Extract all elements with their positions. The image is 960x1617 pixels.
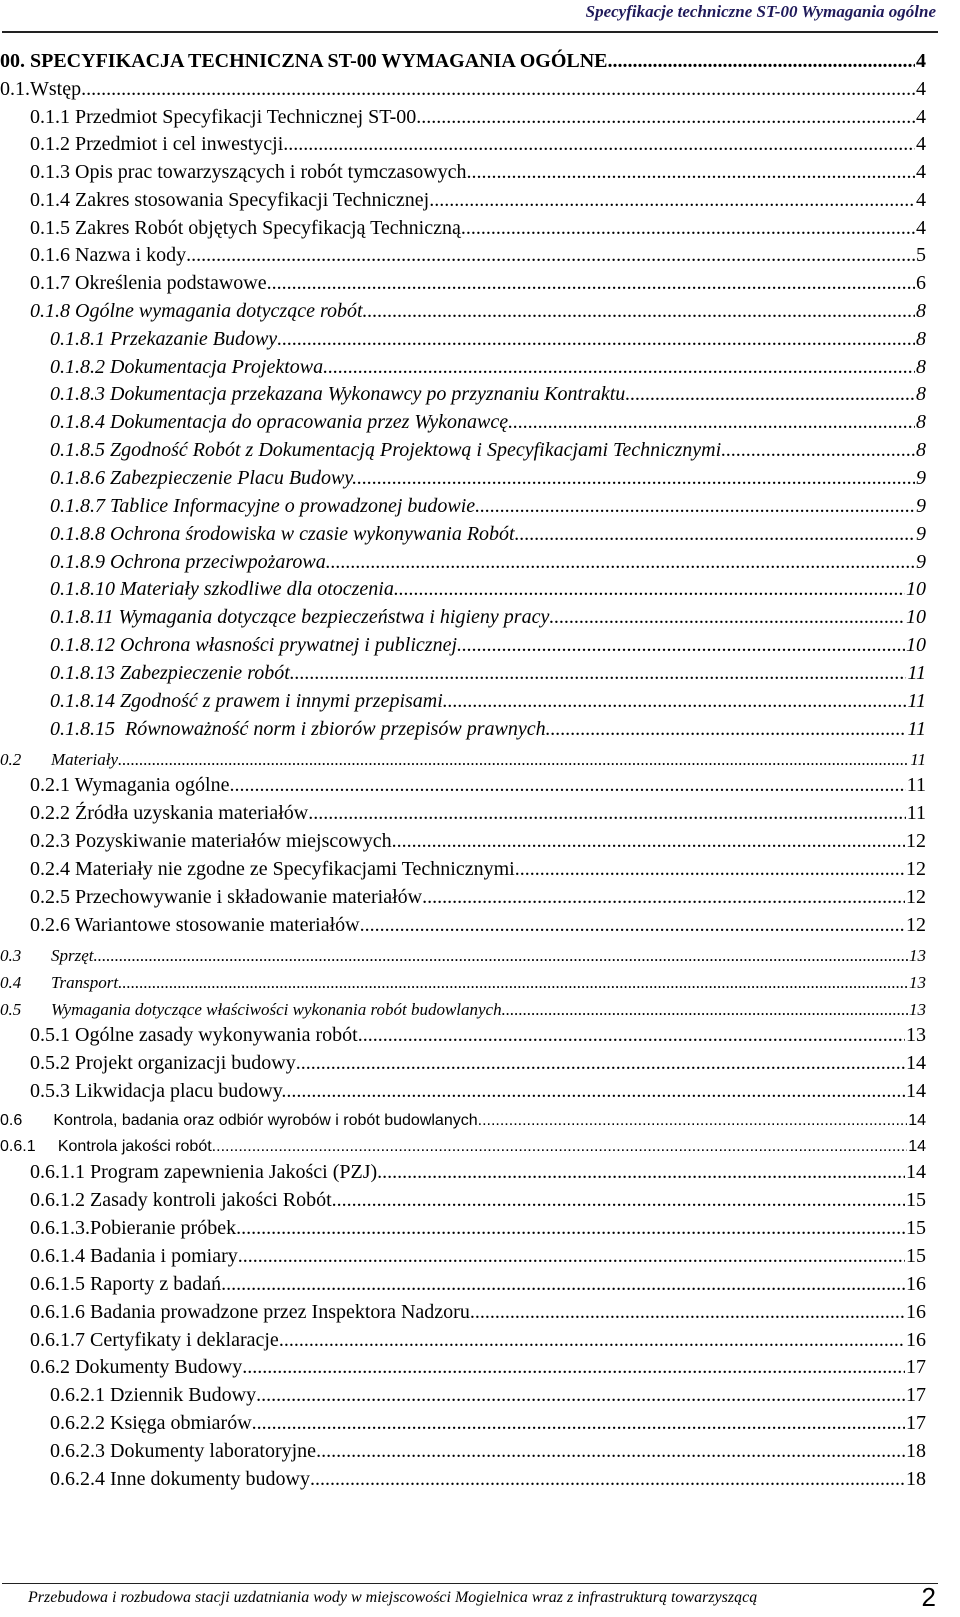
toc-entry-page: 11: [910, 750, 926, 769]
toc-entry-page: 17: [906, 1356, 926, 1378]
toc-entry[interactable]: [30, 1215, 926, 1242]
toc-entry-page: 13: [909, 1000, 926, 1019]
toc-entry-title: 0.2.3 Pozyskiwanie materiałów miejscowych: [30, 830, 392, 852]
toc-entry-title: 0.6.1.7 Certyfikaty i deklaracje: [30, 1329, 279, 1351]
toc-leader-dots: [394, 576, 905, 603]
toc-leader-dots: [310, 1466, 905, 1493]
toc-entry-title: 0.5.3 Likwidacja placu budowy.: [30, 1080, 287, 1102]
toc-leader-dots: [283, 131, 915, 158]
toc-entry[interactable]: [50, 437, 926, 464]
toc-entry[interactable]: [50, 604, 926, 631]
toc-entry-page: 11: [906, 774, 926, 796]
toc-entry-title: 0.1.8.7 Tablice Informacyjne o prowadzonej budowie: [50, 495, 476, 517]
toc-leader-dots: [515, 856, 905, 883]
toc-entry-title: 0.5.1 Ogólne zasady wykonywania robót: [30, 1024, 358, 1046]
toc-entry-page: 4: [916, 161, 926, 183]
toc-leader-dots: [326, 549, 915, 576]
toc-entry[interactable]: [0, 76, 926, 103]
toc-entry-page: 13: [909, 946, 926, 965]
toc-entry-page: 8: [916, 411, 926, 433]
toc-leader-dots: [323, 354, 915, 381]
toc-entry[interactable]: [30, 1022, 926, 1049]
toc-leader-dots: [515, 521, 915, 548]
toc-entry-page: 14: [906, 1080, 926, 1102]
toc-leader-dots: [546, 716, 907, 743]
toc-entry-title: 0.1.Wstęp.: [0, 78, 87, 100]
toc-entry[interactable]: [30, 1354, 926, 1381]
toc-entry-title: 0.2.6 Wariantowe stosowanie materiałów: [30, 914, 360, 936]
toc-entry-title: 0.5.2 Projekt organizacji budowy: [30, 1052, 296, 1074]
toc-entry-title: 0.6.2 Dokumenty Budowy: [30, 1356, 243, 1378]
toc-entry-page: 14: [908, 1112, 926, 1129]
toc-leader-dots: [608, 48, 915, 75]
toc-entry-page: 5: [916, 244, 926, 266]
running-footer: Przebudowa i rozbudowa stacji uzdatniania wody w miejscowości Mogielnica wraz z infrastrukturą towarzyszącą: [28, 1589, 758, 1606]
toc-entry[interactable]: [30, 912, 926, 939]
toc-entry-page: 12: [906, 914, 926, 936]
toc-entry-title: 0.2.4 Materiały nie zgodne ze Specyfikacjami Technicznymi: [30, 858, 515, 880]
toc-entry-title: 0.1.2 Przedmiot i cel inwestycji: [30, 133, 284, 155]
toc-leader-dots: [296, 1050, 905, 1077]
toc-leader-dots: [86, 76, 915, 103]
toc-leader-dots: [443, 688, 907, 715]
toc-entry[interactable]: [30, 187, 926, 214]
toc-entry[interactable]: [50, 409, 926, 436]
toc-entry[interactable]: [30, 159, 926, 186]
toc-entry-page: 14: [908, 1138, 926, 1155]
toc-entry-title: 0.1.8 Ogólne wymagania dotyczące robót: [30, 300, 363, 322]
header-rule: [2, 31, 938, 33]
toc-leader-dots: [434, 187, 915, 214]
toc-entry-title: 0.2.5 Przechowywanie i składowanie materiałów: [30, 886, 423, 908]
toc-entry[interactable]: [50, 465, 926, 492]
toc-leader-dots: [470, 1299, 905, 1326]
toc-entry-page: 11: [906, 802, 926, 824]
toc-entry-page: 4: [916, 50, 926, 72]
toc-entry-page: 4: [916, 217, 926, 239]
toc-entry-page: 12: [906, 858, 926, 880]
toc-entry[interactable]: [30, 270, 926, 297]
toc-entry-title: 0.6.2.4 Inne dokumenty budowy: [50, 1468, 310, 1490]
toc-entry-title: 0.3 Sprzęt: [0, 946, 94, 965]
toc-entry-page: 8: [916, 328, 926, 350]
toc-entry[interactable]: [30, 1159, 926, 1186]
toc-entry[interactable]: [30, 828, 926, 855]
toc-leader-dots: [422, 884, 905, 911]
toc-entry[interactable]: [0, 746, 926, 773]
toc-entry-title: 0.1.8.3 Dokumentacja przekazana Wykonawcy po przyznaniu Kontraktu: [50, 383, 626, 405]
toc-entry[interactable]: [30, 800, 926, 827]
toc-entry[interactable]: [30, 1271, 926, 1298]
toc-entry-page: 8: [916, 383, 926, 405]
toc-leader-dots: [549, 604, 905, 631]
toc-entry[interactable]: [50, 354, 926, 381]
toc-leader-dots: [316, 1438, 905, 1465]
toc-entry-title: 0.1.4 Zakres stosowania Specyfikacji Technicznej.: [30, 189, 435, 211]
toc-entry[interactable]: [0, 969, 926, 996]
toc-entry[interactable]: [30, 1327, 926, 1354]
toc-entry-title: 0.1.8.14 Zgodność z prawem i innymi przepisami: [50, 690, 443, 712]
toc-leader-dots: [357, 465, 915, 492]
toc-leader-dots: [286, 1078, 905, 1105]
toc-entry-page: 13: [906, 1024, 926, 1046]
toc-entry-title: 0.1.8.11 Wymagania dotyczące bezpieczeństwa i higieny pracy: [50, 606, 550, 628]
toc-leader-dots: [416, 104, 915, 131]
toc-entry[interactable]: [50, 632, 926, 659]
toc-entry-page: 8: [916, 356, 926, 378]
toc-entry-page: 17: [906, 1412, 926, 1434]
toc-leader-dots: [267, 270, 915, 297]
toc-entry-title: 0.6.1.1 Program zapewnienia Jakości (PZJ): [30, 1161, 378, 1183]
toc-leader-dots: [478, 1107, 908, 1134]
toc-entry-title: 0.1.1 Przedmiot Specyfikacji Technicznej ST-00: [30, 106, 417, 128]
toc-entry-page: 9: [916, 495, 926, 517]
toc-entry-title: 0.6.1.3.Pobieranie próbek.: [30, 1217, 242, 1239]
toc-entry-page: 14: [906, 1052, 926, 1074]
toc-entry-page: 17: [906, 1384, 926, 1406]
toc-leader-dots: [118, 746, 909, 773]
page-number: 2: [921, 1582, 936, 1612]
toc-leader-dots: [186, 242, 915, 269]
toc-entry-page: 4: [916, 78, 926, 100]
toc-entry[interactable]: [50, 326, 926, 353]
toc-entry-title: 0.6.2.1 Dziennik Budowy: [50, 1384, 257, 1406]
toc-entry-page: 9: [916, 467, 926, 489]
running-header: Specyfikacje techniczne ST-00 Wymagania ogólne: [585, 2, 936, 21]
toc-leader-dots: [721, 437, 915, 464]
toc-leader-dots: [118, 969, 908, 996]
toc-entry-title: 0.1.8.1 Przekazanie Budowy: [50, 328, 278, 350]
toc-entry-page: 16: [906, 1273, 926, 1295]
toc-leader-dots: [360, 912, 905, 939]
toc-entry[interactable]: [30, 1187, 926, 1214]
toc-entry-page: 16: [906, 1329, 926, 1351]
toc-entry-title: 0.6.1.2 Zasady kontroli jakości Robót: [30, 1189, 332, 1211]
toc-entry-title: 0.6.1.5 Raporty z badań: [30, 1273, 222, 1295]
toc-entry-page: 18: [906, 1468, 926, 1490]
toc-entry[interactable]: [50, 660, 926, 687]
toc-entry[interactable]: [30, 242, 926, 269]
toc-entry-title: 0.1.8.12 Ochrona własności prywatnej i publicznej: [50, 634, 458, 656]
toc-leader-dots: [466, 215, 915, 242]
toc-leader-dots: [94, 942, 909, 969]
toc-entry[interactable]: [30, 298, 926, 325]
toc-entry-page: 16: [906, 1301, 926, 1323]
toc-entry-page: 8: [916, 439, 926, 461]
toc-entry-page: 15: [906, 1217, 926, 1239]
toc-leader-dots: [457, 632, 905, 659]
toc-entry-page: 10: [906, 634, 926, 656]
toc-entry[interactable]: [30, 1243, 926, 1270]
toc-entry-title: 0.1.7 Określenia podstawowe: [30, 272, 267, 294]
toc-leader-dots: [242, 1354, 905, 1381]
toc-entry-title: 0.1.6 Nazwa i kody: [30, 244, 187, 266]
toc-entry[interactable]: [30, 104, 926, 131]
toc-entry[interactable]: [0, 1133, 926, 1160]
toc-leader-dots: [363, 298, 915, 325]
toc-entry[interactable]: [30, 1050, 926, 1077]
toc-entry[interactable]: [30, 1078, 926, 1105]
toc-leader-dots: [377, 1159, 905, 1186]
toc-leader-dots: [241, 1215, 905, 1242]
toc-entry-title: 0.1.3 Opis prac towarzyszących i robót tymczasowych: [30, 161, 467, 183]
toc-leader-dots: [625, 381, 915, 408]
toc-entry-title: 0.1.8.13 Zabezpieczenie robót: [50, 662, 290, 684]
toc-entry-page: 12: [906, 886, 926, 908]
toc-entry-title: 0.1.8.2 Dokumentacja Projektowa: [50, 356, 324, 378]
toc-entry-page: 9: [916, 551, 926, 573]
toc-entry-title: 0.1.8.6 Zabezpieczenie Placu Budowy.: [50, 467, 358, 489]
toc-leader-dots: [508, 409, 915, 436]
toc-entry-title: 0.6.2.3 Dokumenty laboratoryjne: [50, 1440, 317, 1462]
toc-entry[interactable]: [50, 381, 926, 408]
toc-leader-dots: [358, 1022, 905, 1049]
toc-entry[interactable]: [0, 942, 926, 969]
toc-entry-page: 4: [916, 106, 926, 128]
toc-leader-dots: [392, 828, 905, 855]
toc-entry-page: 14: [906, 1161, 926, 1183]
toc-entry-page: 11: [907, 718, 926, 740]
toc-entry[interactable]: [50, 576, 926, 603]
toc-leader-dots: [467, 159, 915, 186]
toc-entry-page: 15: [906, 1189, 926, 1211]
toc-entry-page: 11: [907, 690, 926, 712]
toc-entry-page: 10: [906, 606, 926, 628]
toc-entry-title: 0.6 Kontrola, badania oraz odbiór wyrobów i robót budowlanych: [0, 1112, 478, 1129]
toc-entry-title: 0.2 Materiały: [0, 750, 119, 769]
toc-leader-dots: [277, 326, 915, 353]
toc-leader-dots: [308, 800, 905, 827]
toc-leader-dots: [221, 1271, 905, 1298]
toc-entry[interactable]: [50, 1410, 926, 1437]
toc-entry-page: 8: [916, 300, 926, 322]
toc-entry-page: 11: [907, 662, 926, 684]
toc-entry[interactable]: [50, 1438, 926, 1465]
toc-entry[interactable]: [30, 772, 926, 799]
toc-entry-page: 9: [916, 523, 926, 545]
toc-entry-page: 18: [906, 1440, 926, 1462]
toc-entry-title: 0.6.1 Kontrola jakości robót.: [0, 1138, 217, 1155]
toc-entry-title: 0.1.8.5 Zgodność Robót z Dokumentacją Projektową i Specyfikacjami Technicznymi: [50, 439, 722, 461]
toc-leader-dots: [230, 772, 906, 799]
toc-entry[interactable]: [30, 884, 926, 911]
toc-entry-page: 6: [916, 272, 926, 294]
toc-entry[interactable]: [50, 521, 926, 548]
toc-leader-dots: [252, 1410, 905, 1437]
toc-entry-title: 00. SPECYFIKACJA TECHNICZNA ST-00 WYMAGANIA OGÓLNE: [0, 50, 608, 72]
toc-entry-title: 0.1.8.8 Ochrona środowiska w czasie wykonywania Robót: [50, 523, 515, 545]
toc-leader-dots: [216, 1133, 907, 1160]
toc-leader-dots: [332, 1187, 905, 1214]
toc-entry-title: 0.6.2.2 Księga obmiarów: [50, 1412, 252, 1434]
toc-leader-dots: [238, 1243, 905, 1270]
toc-leader-dots: [279, 1327, 905, 1354]
toc-entry[interactable]: [50, 1382, 926, 1409]
toc-leader-dots: [290, 660, 907, 687]
toc-entry-title: 0.1.8.15 Równoważność norm i zbiorów przepisów prawnych: [50, 718, 546, 740]
toc-entry-page: 4: [916, 133, 926, 155]
toc-entry-title: 0.1.5 Zakres Robót objętych Specyfikacją Techniczną.: [30, 217, 466, 239]
toc-entry-page: 15: [906, 1245, 926, 1267]
toc-entry[interactable]: [30, 856, 926, 883]
toc-entry-page: 13: [909, 973, 926, 992]
toc-entry-page: 12: [906, 830, 926, 852]
toc-entry[interactable]: [30, 215, 926, 242]
toc-entry-title: 0.6.1.6 Badania prowadzone przez Inspektora Nadzoru: [30, 1301, 470, 1323]
toc-entry[interactable]: [50, 493, 926, 520]
toc-entry-title: 0.5 Wymagania dotyczące właściwości wykonania robót budowlanych: [0, 1000, 502, 1019]
toc-leader-dots: [502, 996, 908, 1023]
toc-entry-title: 0.1.8.10 Materiały szkodliwe dla otoczenia: [50, 578, 394, 600]
toc-entry-page: 10: [906, 578, 926, 600]
toc-leader-dots: [256, 1382, 905, 1409]
toc-entry[interactable]: [30, 131, 926, 158]
toc-entry[interactable]: [0, 48, 926, 75]
toc-entry-title: 0.6.1.4 Badania i pomiary: [30, 1245, 238, 1267]
toc-entry-title: 0.1.8.9 Ochrona przeciwpożarowa: [50, 551, 326, 573]
toc-leader-dots: [475, 493, 915, 520]
toc-entry[interactable]: [50, 549, 926, 576]
toc-entry[interactable]: [50, 1466, 926, 1493]
toc-entry[interactable]: [50, 688, 926, 715]
toc-entry-title: 0.1.8.4 Dokumentacja do opracowania przez Wykonawcę: [50, 411, 509, 433]
footer-rule: [2, 1583, 938, 1584]
toc-entry[interactable]: [0, 996, 926, 1023]
toc-entry-title: 0.2.2 Źródła uzyskania materiałów: [30, 802, 309, 824]
toc-entry[interactable]: [30, 1299, 926, 1326]
toc-entry[interactable]: [50, 716, 926, 743]
toc-entry[interactable]: [0, 1107, 926, 1134]
toc-entry-title: 0.4 Transport: [0, 973, 119, 992]
toc-entry-title: 0.2.1 Wymagania ogólne: [30, 774, 230, 796]
toc-entry-page: 4: [916, 189, 926, 211]
